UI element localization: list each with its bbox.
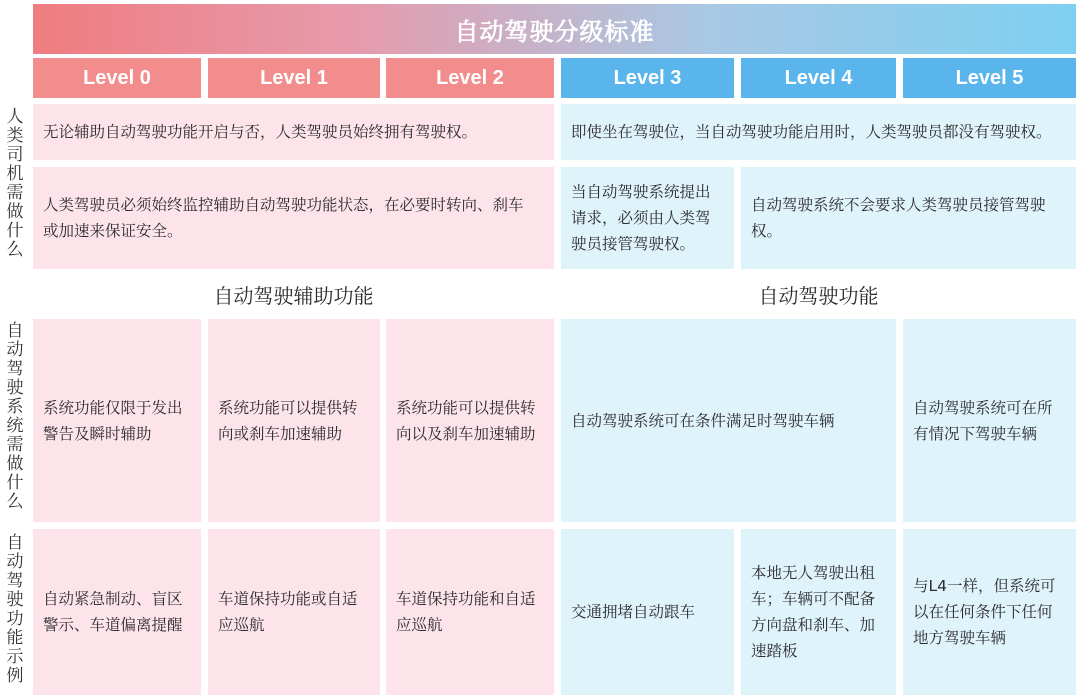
level-2-header: Level 2 — [386, 58, 554, 98]
level-5-header: Level 5 — [903, 58, 1076, 98]
example-l3-text: 交通拥堵自动跟车 — [571, 603, 696, 621]
row-label-system: 自动驾驶系统需做什么 — [6, 321, 24, 512]
system-l5-text: 自动驾驶系统可在所有情况下驾驶车辆 — [913, 398, 1053, 443]
example-l1 — [208, 529, 380, 695]
driver-control-l0-l2 — [33, 104, 554, 160]
example-l5 — [903, 529, 1076, 695]
driver-takeover-l3-text: 当自动驾驶系统提出请求，必须由人类驾驶员接管驾驶权。 — [571, 183, 711, 253]
example-l3 — [561, 529, 734, 695]
example-l4-text: 本地无人驾驶出租车；车辆可不配备方向盘和刹车、加速踏板 — [751, 564, 876, 660]
system-l2 — [386, 319, 554, 522]
driver-takeover-l3 — [561, 167, 734, 269]
system-l3-l4 — [561, 319, 896, 522]
level-4-header: Level 4 — [741, 58, 896, 98]
driver-monitor-l0-l2 — [33, 167, 554, 269]
driver-control-l0-l2-text: 无论辅助自动驾驶功能开启与否，人类驾驶员始终拥有驾驶权。 — [43, 123, 478, 141]
level-3-header: Level 3 — [561, 58, 734, 98]
example-l2 — [386, 529, 554, 695]
chart-title: 自动驾驶分级标准 — [33, 4, 1076, 54]
example-l2-text: 车道保持功能和自适应巡航 — [396, 590, 536, 634]
example-l0-text: 自动紧急制动、盲区警示、车道偏离提醒 — [43, 590, 183, 634]
example-l5-text: 与L4一样，但系统可以在任何条件下任何地方驾驶车辆 — [913, 577, 1056, 647]
system-l3-l4-text: 自动驾驶系统可在条件满足时驾驶车辆 — [571, 411, 835, 430]
system-l1 — [208, 319, 380, 522]
level-1-header: Level 1 — [208, 58, 380, 98]
driver-control-l3-l5 — [561, 104, 1076, 160]
example-l4 — [741, 529, 896, 695]
example-l1-text: 车道保持功能或自适应巡航 — [218, 590, 358, 634]
row-label-examples: 自动驾驶功能示例 — [6, 533, 24, 686]
section-assist: 自动驾驶辅助功能 — [213, 283, 374, 308]
driver-takeover-l4-l5-text: 自动驾驶系统不会要求人类驾驶员接管驾驶权。 — [751, 196, 1046, 240]
section-auto: 自动驾驶功能 — [758, 283, 879, 308]
row-label-driver: 人类司机需做什么 — [6, 107, 24, 260]
driver-control-l3-l5-text: 即使坐在驾驶位，当自动驾驶功能启用时，人类驾驶员都没有驾驶权。 — [571, 123, 1052, 141]
driver-monitor-l0-l2-text: 人类驾驶员必须始终监控辅助自动驾驶功能状态，在必要时转向、刹车或加速来保证安全。 — [43, 196, 524, 240]
system-l0 — [33, 319, 201, 522]
system-l0-text: 系统功能仅限于发出警告及瞬时辅助 — [43, 398, 183, 443]
system-l1-text: 系统功能可以提供转向或刹车加速辅助 — [218, 398, 358, 443]
example-l0 — [33, 529, 201, 695]
system-l2-text: 系统功能可以提供转向以及刹车加速辅助 — [396, 398, 536, 443]
driver-takeover-l4-l5 — [741, 167, 1076, 269]
system-l5 — [903, 319, 1076, 522]
level-0-header: Level 0 — [33, 58, 201, 98]
